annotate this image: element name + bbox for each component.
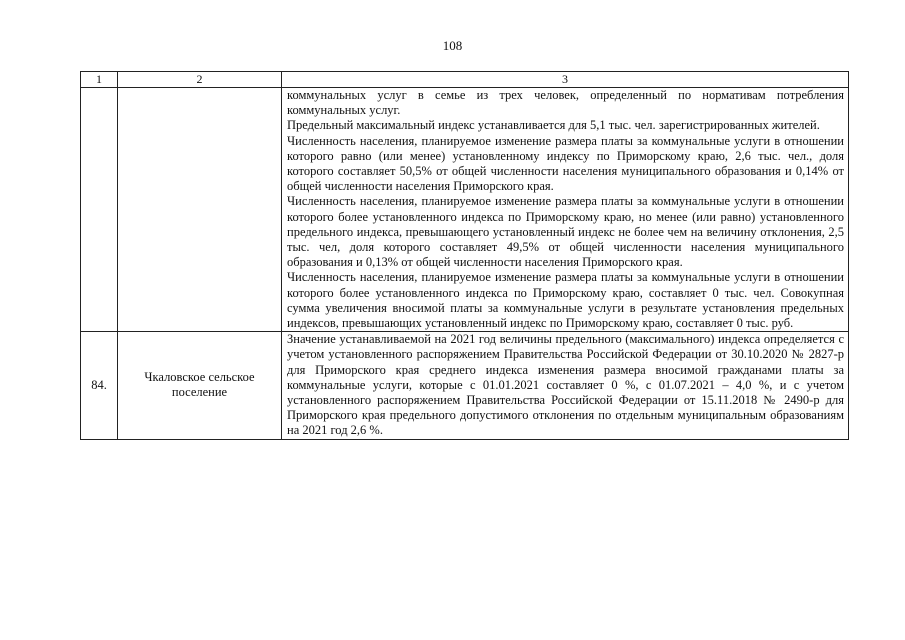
paragraph: коммунальных услуг в семье из трех человек, определенный по нормативам потребления коммунальных услуг. <box>287 88 844 118</box>
header-cell-3: 3 <box>282 72 849 88</box>
municipality-name <box>118 88 282 332</box>
paragraph: Значение устанавливаемой на 2021 год величины предельного (максимального) индекса определяется с учетом установленного распоряжением Правительства Российской Федерации от 30.10.2020 № 2827-р для Приморского края среднего индекса изменения размера вносимой гражданами платы за коммунальные услуги, которые с 01.01.2021 составляет 0 %, с 01.07.2021 – 4,0 %, и с учетом установленного распоряжением Правительства Российской Федерации от 15.11.2018 № 2490-р для Приморского края предельного допустимого отклонения по отдельным муниципальным образованиям на 2021 год 2,6 %. <box>287 332 844 438</box>
paragraph: Численность населения, планируемое изменение размера платы за коммунальные услуги в отношении которого более установленного индекса по Приморскому краю, составляет 0 тыс. чел. Совокупная сумма увеличения вносимой платы за коммунальные услуги в результате установления предельных индексов, превышающих установленный индекс по Приморскому краю, составляет 0 тыс. руб. <box>287 270 844 331</box>
header-cell-1: 1 <box>81 72 118 88</box>
paragraph: Численность населения, планируемое изменение размера платы за коммунальные услуги в отношении которого равно (или менее) установленному индексу по Приморскому краю, 2,6 тыс. чел., доля которого составляет 50,5% от общей численности населения муниципального образования и 0,14% от общей численности населения Приморского края. <box>287 133 844 194</box>
page-number: 108 <box>442 38 463 53</box>
table-header-row <box>81 72 849 88</box>
row-content <box>282 88 849 332</box>
paragraph: Численность населения, планируемое изменение размера платы за коммунальные услуги в отношении которого более установленного индекса по Приморскому краю, но менее (или равно) установленного предельного индекса, превышающего установленный индекс не более чем на величину отклонения, 2,5 тыс. чел, доля которого составляет 49,5% от общей численности населения муниципального образования и 0,13% от общей численности населения Приморского края. <box>287 194 844 270</box>
paragraph: Предельный максимальный индекс устанавливается для 5,1 тыс. чел. зарегистрированных жителей. <box>287 118 820 133</box>
table-row <box>81 88 849 332</box>
header-cell-2: 2 <box>118 72 282 88</box>
row-content <box>282 332 849 439</box>
municipality-name: Чкаловское сельское поселение <box>118 332 282 439</box>
row-number: 84. <box>81 332 118 439</box>
table-row <box>81 332 849 439</box>
document-table <box>80 71 849 440</box>
row-number <box>81 88 118 332</box>
